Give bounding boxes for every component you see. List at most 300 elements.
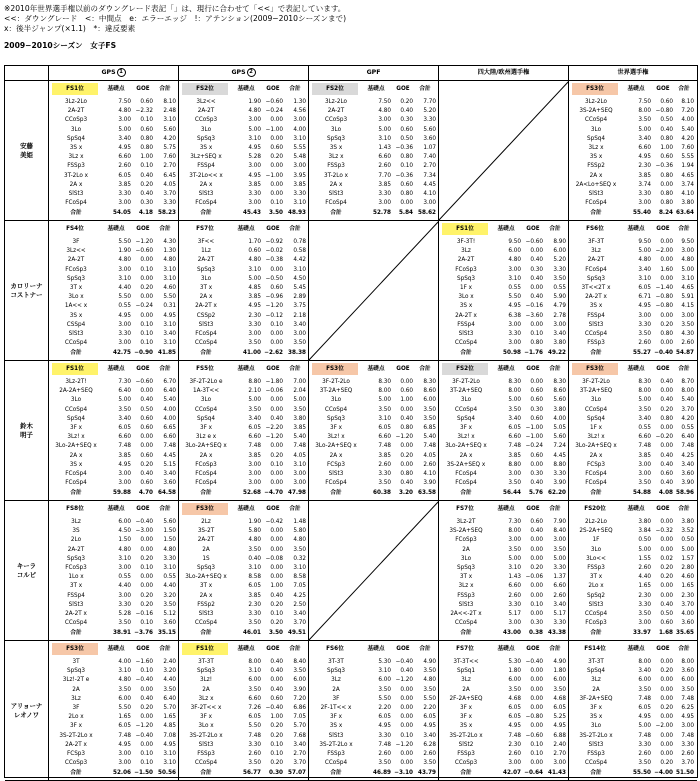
- element-base: 4.80: [378, 108, 391, 115]
- base-label: 基礎点: [497, 646, 515, 652]
- element-total: 5.00: [681, 546, 694, 553]
- element-goe: 0.00: [660, 275, 673, 282]
- element-base: 7.30: [118, 379, 131, 385]
- element-base: 4.40: [118, 583, 131, 590]
- element-row: [49, 424, 178, 433]
- element-total: 8.60: [553, 388, 566, 395]
- total-label: 合計: [159, 226, 171, 232]
- sum-base: 52.78: [373, 210, 391, 217]
- element-base: 5.50: [118, 294, 131, 301]
- sum-goe: −3.10: [394, 770, 413, 777]
- element-row: [569, 704, 697, 713]
- element-row: [179, 536, 308, 545]
- base-label: 基礎点: [107, 366, 125, 372]
- element-goe: 0.00: [660, 677, 673, 684]
- element-total: 6.70: [163, 379, 176, 385]
- total-row: [179, 489, 308, 498]
- element-base: 8.30: [378, 379, 391, 385]
- element-base: 5.00: [378, 126, 391, 133]
- placement-badge: FS3位: [572, 363, 618, 375]
- element-row: [439, 564, 568, 573]
- element-total: 6.00: [553, 677, 566, 684]
- element-goe: 0.20: [270, 452, 283, 459]
- element-code: 1F: [592, 537, 600, 544]
- element-goe: 0.10: [530, 601, 543, 608]
- element-total: 4.15: [681, 303, 694, 310]
- element-goe: −1.80: [265, 379, 283, 385]
- element-row: [179, 153, 308, 162]
- total-label: 合計: [289, 506, 301, 512]
- element-base: 3.00: [638, 461, 651, 468]
- element-code: SpSq2: [586, 592, 606, 599]
- element-total: 3.90: [681, 480, 694, 487]
- element-goe: 0.80: [660, 200, 673, 207]
- element-base: 3.00: [248, 461, 261, 468]
- header-four-continents-europeans: 四大陸/欧州選手権: [439, 66, 569, 80]
- element-code: 3Lo-2A+SEQ x: [445, 443, 487, 450]
- element-total: 0.55: [553, 285, 566, 291]
- sum-goe: −0.90: [134, 350, 153, 357]
- element-total: 6.00: [681, 677, 694, 684]
- element-row: [49, 750, 178, 759]
- element-code: 2A: [332, 686, 340, 693]
- element-goe: 0.60: [270, 695, 283, 702]
- element-row: [179, 676, 308, 685]
- element-row: [309, 695, 438, 704]
- element-row: [439, 266, 568, 275]
- element-code: FCoSp4: [325, 200, 347, 207]
- element-row: [49, 741, 178, 750]
- element-row: [49, 592, 178, 601]
- element-goe: −0.24: [525, 443, 543, 450]
- sum-base: 52.68: [243, 490, 261, 497]
- element-total: 3.00: [293, 117, 306, 124]
- element-code: SpSq1: [456, 668, 476, 675]
- element-goe: 0.40: [660, 452, 673, 459]
- base-label: 基礎点: [237, 506, 255, 512]
- element-total: 4.45: [423, 181, 436, 188]
- element-code: 2A<Lo+SEQ x: [575, 181, 617, 188]
- element-total: 2.70: [163, 163, 176, 170]
- element-base: 8.80: [248, 379, 261, 385]
- element-base: 4.40: [118, 285, 131, 291]
- sum-base: 38.91: [113, 630, 131, 637]
- element-base: 8.00: [638, 388, 651, 395]
- element-goe: −0.16: [525, 303, 543, 310]
- header-worlds: 世界選手権: [617, 69, 649, 76]
- element-code: 3S-2T-2Lo x: [449, 732, 483, 739]
- element-total: 6.40: [163, 695, 176, 702]
- element-total: 0.32: [293, 555, 306, 562]
- goe-label: GOE: [266, 506, 280, 512]
- element-goe: −1.00: [525, 434, 543, 441]
- element-row: [179, 704, 308, 713]
- skater-name-part: 安藤: [20, 141, 33, 150]
- element-base: 2.60: [508, 592, 521, 599]
- element-base: 0.60: [248, 248, 261, 255]
- element-code: 2A x: [199, 181, 213, 188]
- element-total: 4.10: [681, 191, 694, 197]
- element-code: CCoSp4: [64, 406, 88, 413]
- element-code: 1Lo x: [68, 574, 84, 581]
- total-row: [49, 489, 178, 498]
- total-label: 合計: [70, 630, 82, 637]
- element-total: 3.40: [293, 741, 306, 748]
- element-code: FSSp3: [457, 751, 475, 757]
- element-base: 3.50: [638, 760, 651, 767]
- element-code: FCoSp4: [585, 471, 607, 477]
- header-gps2: [179, 66, 309, 80]
- element-base: 3.85: [248, 592, 261, 599]
- element-total: 6.40: [681, 434, 694, 441]
- element-base: 5.50: [118, 239, 131, 245]
- element-code: FCoSp4: [455, 480, 477, 487]
- element-goe: 0.10: [140, 321, 153, 328]
- element-goe: −1.60: [135, 659, 153, 665]
- element-base: 3.85: [378, 452, 391, 459]
- element-base: 3.30: [248, 191, 261, 197]
- element-row: [439, 582, 568, 591]
- element-row: [49, 406, 178, 415]
- element-code: 2A x: [69, 452, 83, 459]
- element-row: [49, 396, 178, 405]
- element-code: 3Lz: [71, 519, 81, 525]
- element-total: 3.50: [553, 686, 566, 693]
- element-row: [439, 470, 568, 479]
- element-base: 4.80: [248, 257, 261, 264]
- element-goe: 0.10: [270, 741, 283, 748]
- element-base: 6.60: [638, 434, 651, 441]
- element-base: 3.00: [118, 751, 131, 757]
- element-total: 3.40: [553, 601, 566, 608]
- element-code: FCoSp3: [455, 537, 477, 544]
- element-total: 0.50: [681, 537, 694, 544]
- block-header: [309, 643, 438, 655]
- sum-total: 35.65: [676, 630, 694, 637]
- goe-label: GOE: [656, 86, 670, 92]
- element-row: [569, 592, 697, 601]
- element-base: 3.85: [248, 181, 261, 188]
- goe-label: GOE: [656, 506, 670, 512]
- placement-badge: FS3位: [312, 363, 358, 375]
- element-total: 6.40: [163, 388, 176, 395]
- element-goe: 0.00: [530, 285, 543, 291]
- element-base: 3.30: [638, 321, 651, 328]
- goe-label: GOE: [526, 506, 540, 512]
- element-base: 4.80: [508, 257, 521, 264]
- element-base: 8.30: [508, 379, 521, 385]
- block-header: [49, 503, 178, 515]
- element-goe: 0.00: [660, 312, 673, 319]
- element-row: [49, 378, 178, 387]
- element-base: 6.38: [508, 312, 521, 319]
- element-base: 0.55: [118, 303, 131, 310]
- element-total: 3.80: [553, 406, 566, 413]
- element-code: 3T<<2T x: [581, 285, 611, 291]
- element-base: 3.85: [638, 172, 651, 179]
- element-total: 3.50: [423, 760, 436, 767]
- base-label: 基礎点: [107, 226, 125, 232]
- element-row: [179, 573, 308, 582]
- element-goe: 0.20: [400, 99, 413, 105]
- element-code: 3S x: [589, 303, 603, 310]
- competition-block: [309, 221, 439, 360]
- element-code: 3Lz e x: [195, 434, 217, 441]
- skater-name-part: キーラ: [16, 561, 37, 570]
- element-base: 3.00: [248, 117, 261, 124]
- element-base: 3.00: [118, 480, 131, 487]
- element-goe: 0.00: [400, 705, 413, 711]
- element-code: CCoSp4: [454, 406, 478, 413]
- element-row: [49, 695, 178, 704]
- element-base: 1.65: [638, 583, 651, 590]
- element-total: 4.45: [163, 452, 176, 459]
- element-code: 3Lo: [70, 397, 82, 404]
- element-total: 3.00: [553, 537, 566, 544]
- element-row: [49, 190, 178, 199]
- element-total: 4.60: [163, 285, 176, 291]
- element-row: [179, 387, 308, 396]
- element-row: [179, 116, 308, 125]
- goe-label: GOE: [526, 646, 540, 652]
- element-goe: 0.00: [530, 555, 543, 562]
- element-row: [439, 452, 568, 461]
- element-goe: −2.00: [655, 248, 673, 255]
- element-goe: 0.00: [530, 592, 543, 599]
- element-goe: 1.00: [400, 397, 413, 404]
- element-goe: 0.40: [270, 415, 283, 422]
- element-total: 3.50: [163, 686, 176, 693]
- element-row: [569, 266, 697, 275]
- element-total: 2.80: [681, 565, 694, 571]
- element-code: 3Lo-2A+SEQ x: [55, 443, 97, 450]
- element-code: 3S-2A+SEQ: [579, 108, 613, 115]
- element-row: [49, 339, 178, 348]
- placement-badge: FS2位: [312, 83, 358, 95]
- element-base: 3.85: [638, 452, 651, 459]
- element-total: 3.40: [293, 611, 306, 617]
- element-row: [439, 750, 568, 759]
- sum-goe: −3.76: [134, 630, 153, 637]
- element-row: [309, 181, 438, 190]
- element-code: FCoSp4: [65, 471, 87, 477]
- element-code: 2Lz-2Lo: [585, 519, 607, 525]
- element-total: 8.60: [423, 388, 436, 395]
- element-total: 3.10: [163, 340, 176, 347]
- element-goe: 0.00: [270, 135, 283, 142]
- element-code: 2A: [462, 686, 470, 693]
- element-goe: 0.10: [140, 163, 153, 170]
- goe-label: GOE: [136, 86, 150, 92]
- element-base: 2.10: [248, 388, 261, 395]
- element-code: 3Lo: [590, 397, 602, 404]
- element-base: 6.60: [508, 434, 521, 441]
- element-base: 3.85: [118, 181, 131, 188]
- element-goe: 0.20: [270, 760, 283, 767]
- element-code: 3Lz x: [328, 154, 344, 161]
- element-row: [569, 321, 697, 330]
- element-base: 7.50: [638, 99, 651, 105]
- element-row: [179, 330, 308, 339]
- element-goe: 0.00: [270, 565, 283, 571]
- skater-row: [5, 81, 697, 221]
- element-code: 3Lz-2Lo: [325, 99, 347, 105]
- base-label: 基礎点: [627, 366, 645, 372]
- element-code: 1Lz: [201, 248, 211, 255]
- element-row: [569, 479, 697, 488]
- element-row: [309, 470, 438, 479]
- element-base: 3.00: [378, 200, 391, 207]
- element-goe: 0.10: [270, 751, 283, 757]
- element-row: [49, 686, 178, 695]
- total-label: 合計: [200, 490, 212, 497]
- element-code: 3F x: [459, 705, 473, 711]
- element-code: 3F: [332, 695, 340, 702]
- element-base: 3.00: [378, 117, 391, 124]
- block-header: [439, 363, 568, 375]
- element-row: [569, 686, 697, 695]
- element-goe: 0.30: [140, 200, 153, 207]
- element-row: [49, 732, 178, 741]
- skater-name: [5, 641, 49, 780]
- element-goe: 0.80: [400, 471, 413, 477]
- element-goe: 0.40: [530, 528, 543, 535]
- placement-badge: FS1位: [52, 363, 98, 375]
- placement-badge: FS3位: [572, 83, 618, 95]
- element-total: 4.80: [293, 537, 306, 544]
- element-base: 6.05: [248, 425, 261, 431]
- element-goe: 0.40: [660, 461, 673, 468]
- element-code: 2A-2T: [587, 257, 605, 264]
- element-code: SlSt3: [68, 331, 84, 337]
- element-goe: 0.10: [270, 321, 283, 328]
- total-row: [569, 769, 697, 778]
- element-total: 4.25: [681, 452, 694, 459]
- element-base: 6.60: [378, 434, 391, 441]
- element-total: 6.45: [163, 172, 176, 179]
- total-label: 合計: [419, 86, 431, 92]
- element-code: SpSq3: [196, 565, 216, 571]
- element-base: 2.30: [638, 592, 651, 599]
- element-code: 3Lz: [461, 248, 471, 255]
- element-code: CCoSp4: [194, 406, 218, 413]
- element-row: [439, 527, 568, 536]
- element-total: 3.10: [293, 461, 306, 468]
- sum-goe: 3.50: [268, 210, 283, 217]
- element-row: [439, 759, 568, 768]
- element-row: [49, 321, 178, 330]
- element-row: [309, 387, 438, 396]
- goe-label: GOE: [266, 366, 280, 372]
- element-row: [569, 396, 697, 405]
- element-row: [49, 479, 178, 488]
- element-total: 3.70: [293, 760, 306, 767]
- element-base: 3.30: [118, 601, 131, 608]
- element-goe: 0.10: [140, 565, 153, 571]
- base-label: 基礎点: [627, 226, 645, 232]
- element-goe: 0.00: [660, 519, 673, 525]
- element-goe: 0.30: [530, 620, 543, 627]
- element-goe: 0.00: [530, 583, 543, 590]
- element-code: 3T x: [69, 583, 83, 590]
- element-goe: 0.80: [400, 191, 413, 197]
- element-goe: 0.40: [530, 275, 543, 282]
- element-goe: 0.00: [140, 714, 153, 721]
- element-base: 5.00: [508, 397, 521, 404]
- element-goe: −0.60: [135, 248, 153, 255]
- placement-badge: FS6位: [312, 643, 358, 655]
- total-row: [309, 489, 438, 498]
- element-base: 4.68: [508, 695, 521, 702]
- element-base: 6.05: [638, 705, 651, 711]
- element-row: [439, 518, 568, 527]
- element-row: [569, 107, 697, 116]
- header-gps1: [49, 66, 179, 80]
- element-total: 4.80: [163, 257, 176, 264]
- sum-goe: 1.68: [658, 630, 673, 637]
- element-row: [179, 546, 308, 555]
- element-row: [49, 619, 178, 628]
- element-total: 4.68: [553, 695, 566, 702]
- element-code: 3Lo x: [198, 723, 214, 730]
- element-goe: −2.32: [135, 108, 153, 115]
- element-base: 5.00: [638, 723, 651, 730]
- element-base: 3.00: [118, 340, 131, 347]
- placement-badge: FS8位: [52, 503, 98, 515]
- element-total: 8.40: [293, 659, 306, 665]
- skater-name-part: アリョーナ: [10, 701, 43, 710]
- element-goe: 0.20: [270, 620, 283, 627]
- element-code: CCoSp4: [194, 760, 218, 767]
- element-base: 3.00: [248, 480, 261, 487]
- element-base: 5.28: [118, 611, 131, 617]
- element-row: [49, 247, 178, 256]
- total-label: 合計: [200, 770, 212, 777]
- element-row: [309, 676, 438, 685]
- element-row: [569, 199, 697, 208]
- element-base: 3.00: [118, 266, 131, 273]
- element-total: 3.00: [293, 331, 306, 337]
- element-row: [179, 266, 308, 275]
- element-row: [569, 750, 697, 759]
- element-row: [439, 442, 568, 451]
- element-total: 7.08: [163, 732, 176, 739]
- element-goe: 0.40: [140, 695, 153, 702]
- element-base: 4.95: [118, 741, 131, 748]
- sum-total: 41.85: [158, 350, 176, 357]
- element-code: 3S x: [589, 154, 603, 161]
- element-row: [179, 713, 308, 722]
- element-code: 3S x: [329, 723, 343, 730]
- element-total: 3.10: [163, 760, 176, 767]
- element-base: 3.10: [118, 668, 131, 675]
- element-base: 4.95: [508, 303, 521, 310]
- element-total: 7.48: [423, 443, 436, 450]
- element-base: 0.55: [638, 425, 651, 431]
- element-code: 3Lz<<: [196, 99, 216, 105]
- element-base: 7.48: [638, 695, 651, 702]
- element-base: 2.60: [378, 461, 391, 468]
- element-base: 3.10: [508, 565, 521, 571]
- element-base: 4.95: [118, 312, 131, 319]
- element-total: 6.85: [423, 425, 436, 431]
- block-header: [179, 363, 308, 375]
- element-code: 3F x: [69, 425, 83, 431]
- element-goe: −0.80: [655, 303, 673, 310]
- total-row: [49, 769, 178, 778]
- block-header: [569, 83, 697, 95]
- element-code: 2A x: [329, 452, 343, 459]
